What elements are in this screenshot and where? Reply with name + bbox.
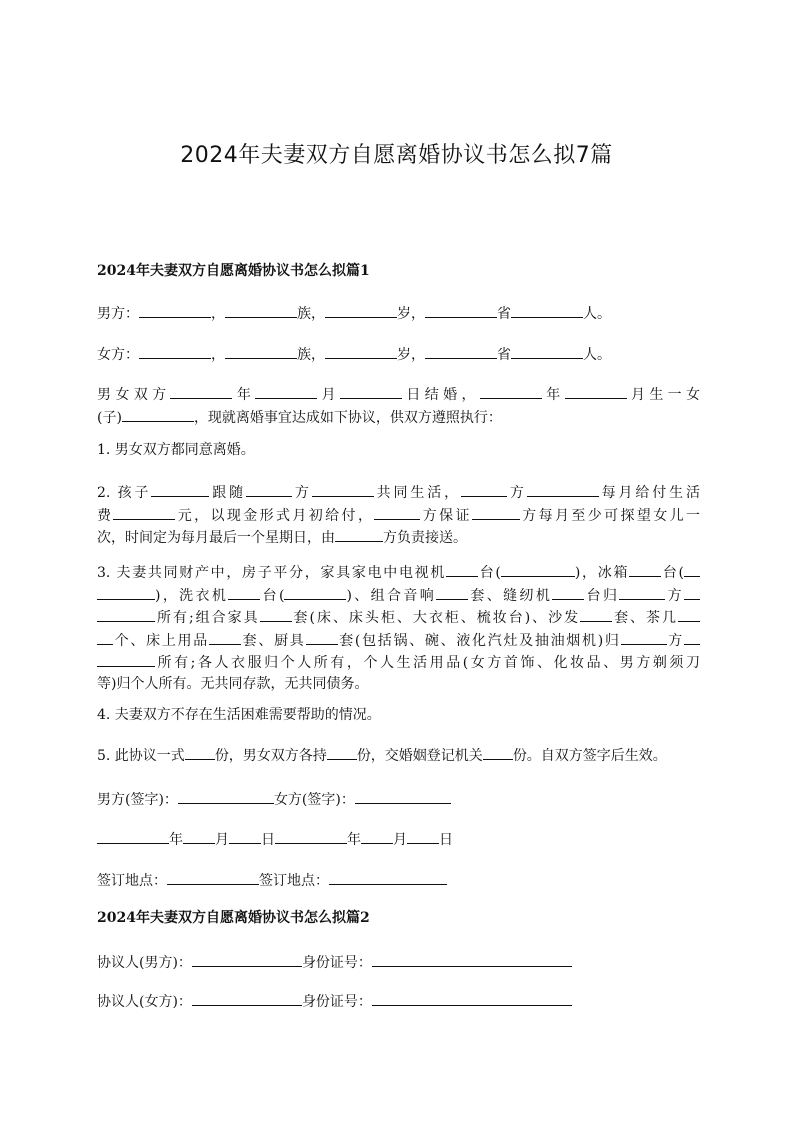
clause-5: 5. 此协议一式 份，男女双方各持 份，交婚姻登记机关 份。自双方签字后生效。 — [97, 744, 697, 767]
signature-line: 男方(签字)： 女方(签字)： — [97, 788, 697, 811]
document-title: 2024年夫妻双方自愿离婚协议书怎么拟7篇 — [180, 143, 613, 168]
woman-info-line: 女方： ， 族， 岁， 省 人。 — [97, 343, 697, 366]
signing-place-line: 签订地点： 签订地点： — [97, 869, 697, 892]
clause-4: 4. 夫妻双方不存在生活困难需要帮助的情况。 — [97, 707, 381, 723]
clause-1: 1. 男女双方都同意离婚。 — [97, 442, 255, 458]
man-party-line: 协议人(男方)： 身份证号： — [97, 951, 697, 974]
clause-2: 2. 孩子 跟随 方 共同生活， 方 每月给付生活 费 元，以现金形式月初给付， 方保证 方每月至少可探望女儿一 次，时间定为每月最后一个星期日，由 方负责接送。 — [97, 481, 700, 549]
section2-heading: 2024年夫妻双方自愿离婚协议书怎么拟篇2 — [97, 910, 370, 926]
section1-heading: 2024年夫妻双方自愿离婚协议书怎么拟篇1 — [97, 263, 370, 279]
signing-date-line: 年 月 日 年 月 日 — [97, 828, 697, 851]
woman-party-line: 协议人(女方)： 身份证号： — [97, 990, 697, 1013]
clause-3: 3. 夫妻共同财产中，房子平分，家具家电中电视机 台( )，冰箱 台( )，洗衣机 台( )、组合音响 套、缝纫机 台归 方 所有;组合家具 套(床、床头柜、大衣柜、梳妆台)、沙发 套、茶几 个、床上用品 套、厨具 套(包括锅、碗、液化汽灶及抽油烟机)归 方 所有;各人衣服归个人所有，个人生活用品(女方首饰、化妆品、男方剃须刀 等)归个人所有。无共同存款，无共同债务。 — [97, 561, 700, 694]
marriage-intro-paragraph: 男女双方 年 月 日结婚， 年 月生一女 (子) ，现就离婚事宜达成如下协议，供双方遵照执行： — [97, 383, 700, 428]
man-info-line: 男方： ， 族， 岁， 省 人。 — [97, 302, 697, 325]
